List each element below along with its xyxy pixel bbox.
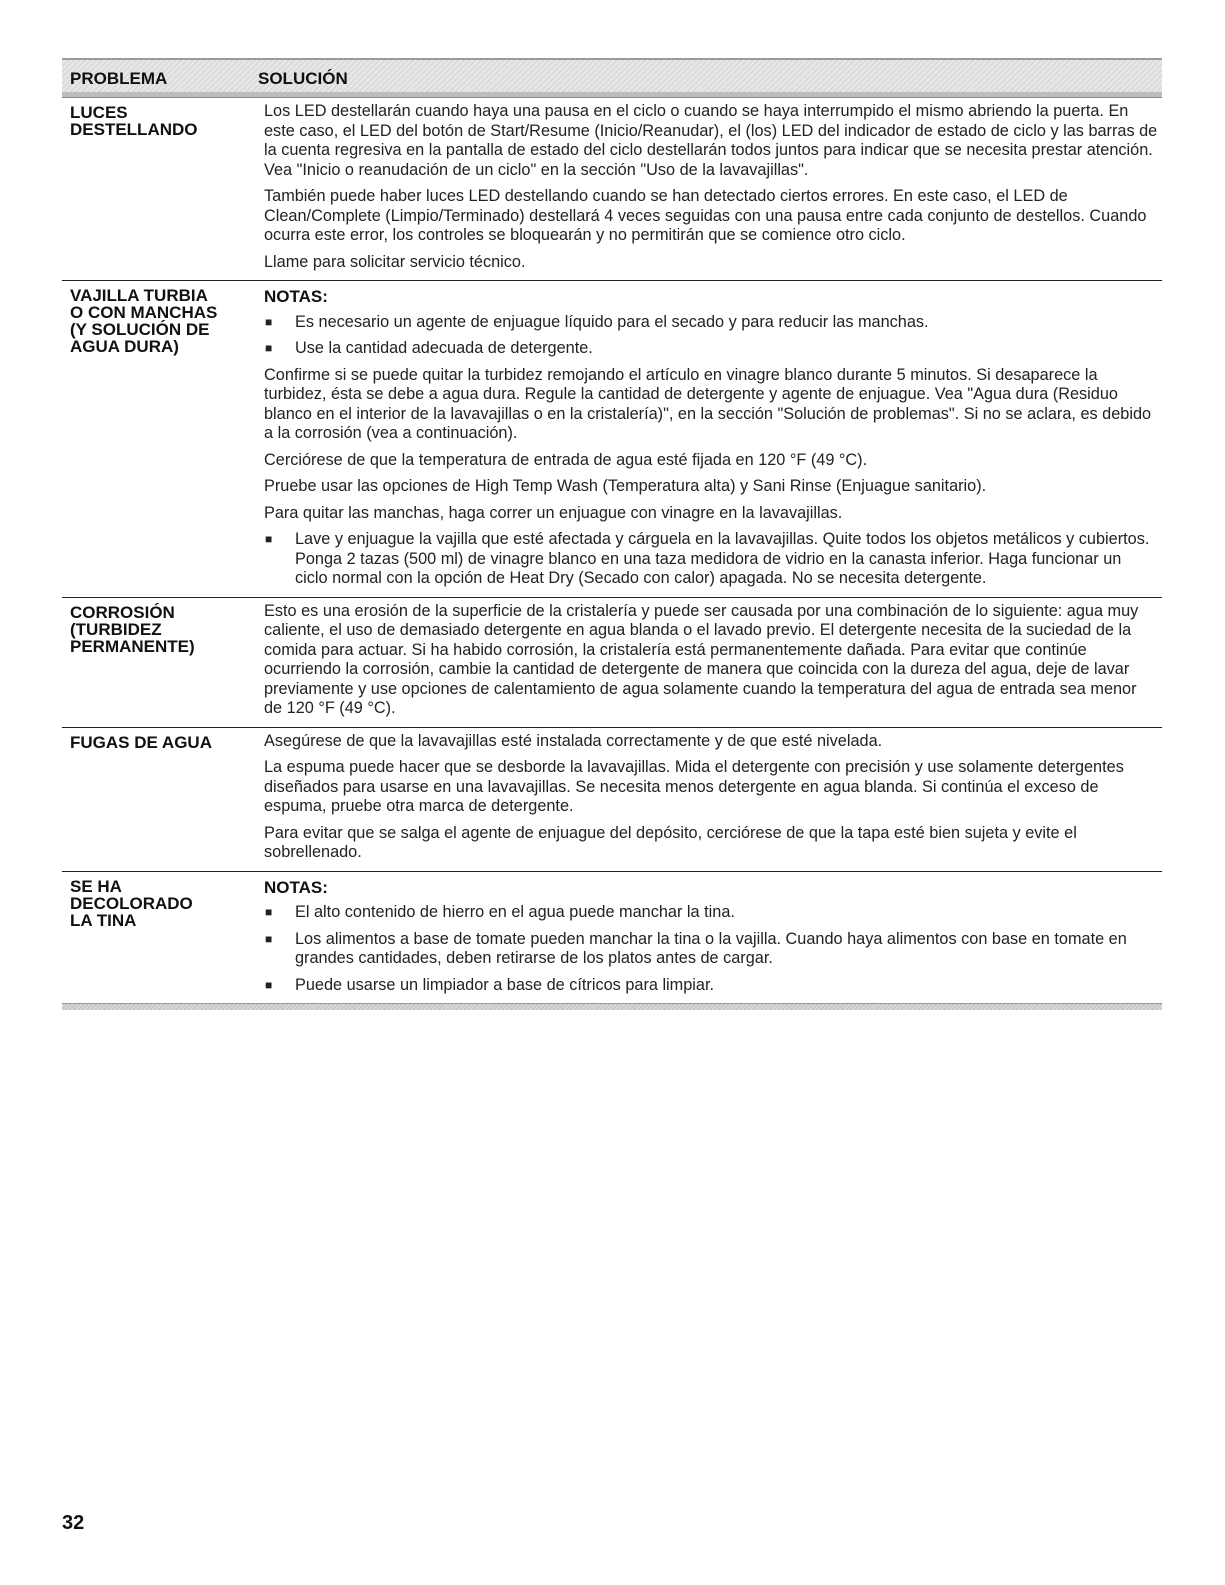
solution-paragraph: Los LED destellarán cuando haya una pausa en el ciclo o cuando se haya interrumpido el mismo abriendo la puerta. En este caso, el LED del botón de Start/Resume (Inicio/Reanudar), el (los) LED del indicador de estado de ciclo y las barras de la cuenta regresiva en la pantalla de estado del ciclo destellarán todos juntos para indicar que se necesita prestar atención. Vea "Inicio o reanudación de un ciclo" en la sección "Uso de la lavavajillas". <box>264 102 1158 179</box>
solution-paragraph: Confirme si se puede quitar la turbidez remojando el artículo en vinagre blanco durante 5 minutos. Si desaparece la turbidez, ésta se debe a agua dura. Regule la cantidad de detergente y agente de enjuague. Vea "Agua dura (Residuo blanco en el interior de la lavavajillas o en la cristalería)", en la sección "Solución de problemas". Si no se aclara, es debido a la corrosión (vea a continuación). <box>264 365 1152 442</box>
bullet-text: Los alimentos a base de tomate pueden manchar la tina o la vajilla. Cuando haya alimentos con base en tomate en grandes cantidades, deben retirarse de los platos antes de cargar. <box>295 929 1127 967</box>
solution-cell <box>256 281 1162 597</box>
problem-cell <box>62 281 256 597</box>
problem-line: LUCES <box>70 103 128 122</box>
problem-line: (TURBIDEZ <box>70 619 162 639</box>
table-row <box>62 728 1162 872</box>
problem-cell <box>62 728 256 871</box>
table-bottom-rule <box>62 1003 1162 1010</box>
problem-column-header: PROBLEMA <box>70 69 168 88</box>
bullet-item <box>264 339 1158 359</box>
bullet-text: Es necesario un agente de enjuague líquido para el secado y para reducir las manchas. <box>295 312 929 331</box>
square-bullet-icon: ■ <box>265 341 273 355</box>
solution-paragraph: Llame para solicitar servicio técnico. <box>264 252 526 271</box>
table-row <box>62 598 1162 728</box>
bullet-text: Use la cantidad adecuada de detergente. <box>295 339 593 357</box>
problem-line: VAJILLA TURBIA <box>70 286 208 305</box>
notes-heading: NOTAS: <box>264 287 328 306</box>
solution-paragraph: Esto es una erosión de la superficie de la cristalería y puede ser causada por una combinación de lo siguiente: agua muy caliente, el uso de demasiado detergente en agua blanda o el lavado previo. El detergente necesita de la suciedad de la comida para actuar. Si ha habido corrosión, la cristalería está permanentemente dañada. Para evitar que continúe ocurriendo la corrosión, cambie la cantidad de detergente de manera que coincida con la dureza del agua, deje de lavar previamente y use opciones de calentamiento de agua solamente cuando la temperatura del agua de entrada sea menor de 120 °F (49 °C). <box>264 601 1139 717</box>
problem-line: FUGAS DE AGUA <box>70 732 212 752</box>
solution-paragraph: Para evitar que se salga el agente de enjuague del depósito, cerciórese de que la tapa esté bien sujeta y evite el sobrellenado. <box>264 823 1077 861</box>
solution-paragraph: La espuma puede hacer que se desborde la lavavajillas. Mida el detergente con precisión y use solamente detergentes diseñados para usarse en una lavavajillas. Se necesita menos detergente en agua blanda. Si continúa el exceso de espuma, pruebe otra marca de detergente. <box>264 758 1124 815</box>
problem-cell <box>62 872 256 1004</box>
table-row <box>62 281 1162 598</box>
bullet-text: Lave y enjuague la vajilla que esté afectada y cárguela en la lavavajillas. Quite todos los objetos metálicos y cubiertos. Ponga 2 tazas (500 ml) de vinagre blanco en una taza medidora de vidrio en la canasta inferior. Haga funcionar un ciclo normal con la opción de Heat Dry (Secado con calor) apagada. No se necesita detergente. <box>295 530 1150 587</box>
square-bullet-icon: ■ <box>265 532 273 546</box>
problem-line: AGUA DURA) <box>70 337 179 356</box>
bullet-item <box>264 930 1158 969</box>
square-bullet-icon: ■ <box>265 977 273 992</box>
problem-line: DESTELLANDO <box>70 120 198 139</box>
problem-line: PERMANENTE) <box>70 636 195 656</box>
problem-line: O CON MANCHAS <box>70 303 218 322</box>
table-row <box>62 98 1162 281</box>
bullet-item <box>264 313 1158 333</box>
bullet-text: El alto contenido de hierro en el agua puede manchar la tina. <box>295 903 735 921</box>
problem-line: LA TINA <box>70 910 137 930</box>
square-bullet-icon: ■ <box>265 931 273 946</box>
solution-cell <box>256 98 1162 280</box>
square-bullet-icon: ■ <box>265 314 273 329</box>
problem-line: (Y SOLUCIÓN DE <box>70 320 210 339</box>
solution-paragraph: Para quitar las manchas, haga correr un enjuague con vinagre en la lavavajillas. <box>264 503 843 522</box>
solution-paragraph: También puede haber luces LED destellando cuando se han detectado ciertos errores. En este caso, el LED de Clean/Complete (Limpio/Terminado) destellará 4 veces seguidas con una pausa entre cada conjunto de destellos. Cuando ocurra este error, los controles se bloquearán y no permitirán que se comience otro ciclo. <box>264 187 1147 244</box>
solution-cell <box>256 872 1162 1004</box>
table-header <box>62 58 1162 92</box>
bullet-text: Puede usarse un limpiador a base de cítricos para limpiar. <box>295 975 715 994</box>
problem-line: DECOLORADO <box>70 893 193 913</box>
solution-paragraph: Cerciórese de que la temperatura de entrada de agua esté fijada en 120 °F (49 °C). <box>264 450 868 469</box>
page-number: 32 <box>62 1512 85 1534</box>
troubleshooting-table <box>62 58 1162 1010</box>
bullet-item <box>264 903 1158 923</box>
solution-paragraph: Asegúrese de que la lavavajillas esté instalada correctamente y de que esté nivelada. <box>264 731 883 750</box>
solution-cell <box>256 728 1162 871</box>
problem-cell <box>62 598 256 727</box>
square-bullet-icon: ■ <box>265 905 273 919</box>
notes-heading: NOTAS: <box>264 877 328 897</box>
solution-paragraph: Pruebe usar las opciones de High Temp Wash (Temperatura alta) y Sani Rinse (Enjuague sanitario). <box>264 477 987 495</box>
solution-column-header: SOLUCIÓN <box>258 69 348 88</box>
problem-line: SE HA <box>70 876 122 896</box>
problem-cell <box>62 98 256 280</box>
solution-cell <box>256 598 1162 727</box>
bullet-item <box>264 976 1158 996</box>
table-row <box>62 872 1162 1004</box>
bullet-item <box>264 530 1158 589</box>
problem-line: CORROSIÓN <box>70 602 175 622</box>
